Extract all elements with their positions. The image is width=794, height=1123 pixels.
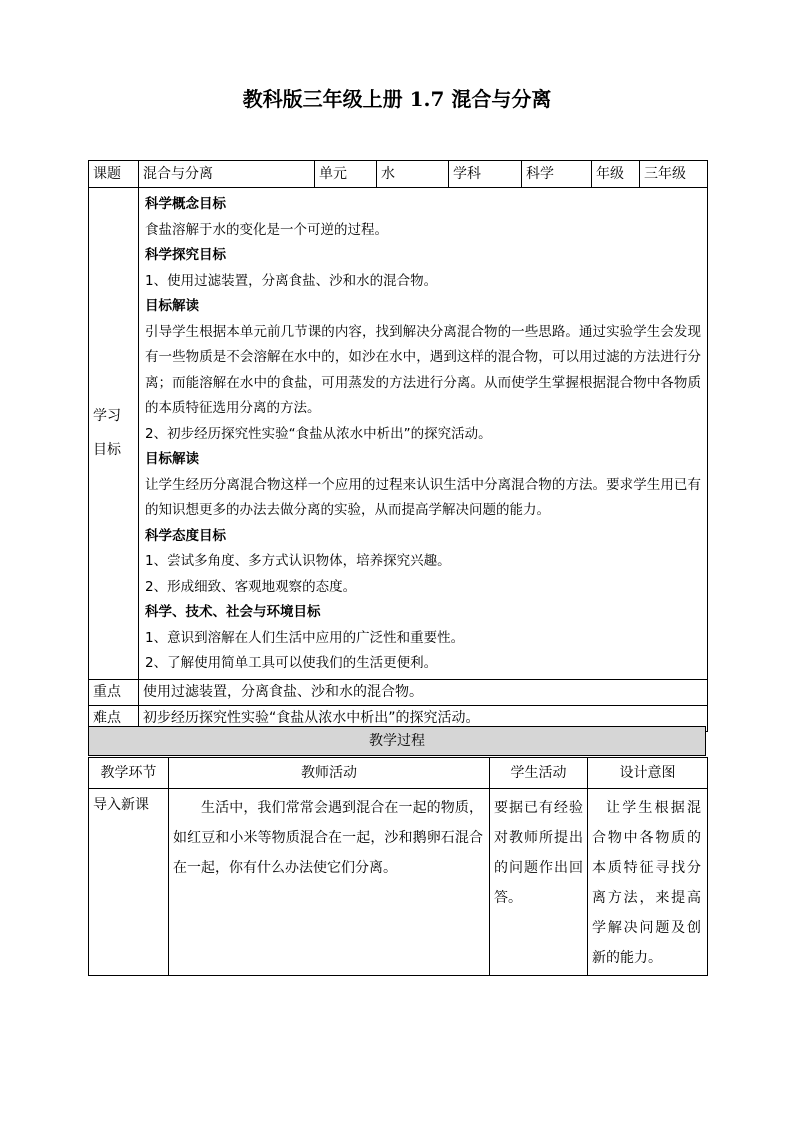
- lesson-info-row: [89, 161, 708, 188]
- goal-heading: 目标解读: [145, 451, 199, 467]
- grade-value: 三年级: [640, 161, 708, 188]
- goal-paragraph: 让学生经历分离混合物这样一个应用的过程来认识生活中分离混合物的方法。要求学生用已有的知识想更多的办法去做分离的实验，从而提高学解决问题的能力。: [145, 476, 701, 518]
- teaching-process-header: 教学过程: [88, 726, 706, 756]
- difficulty-label: 难点: [89, 705, 139, 731]
- grade-label: 年级: [592, 161, 640, 188]
- goal-text: 2、了解使用简单工具可以使我们的生活更便利。: [145, 655, 438, 671]
- teaching-process-table: [88, 757, 708, 976]
- key-point-label: 重点: [89, 679, 139, 705]
- topic-label: 课题: [89, 161, 139, 188]
- document-title: 教科版三年级上册 1.7 混合与分离: [242, 87, 552, 111]
- goal-text: 2、初步经历探究性实验“食盐从浓水中析出”的探究活动。: [145, 425, 492, 442]
- goal-heading: 科学探究目标: [145, 247, 226, 263]
- goal-text: 1、意识到溶解在人们生活中应用的广泛性和重要性。: [145, 629, 465, 646]
- key-point-value: 使用过滤装置，分离食盐、沙和水的混合物。: [139, 679, 708, 705]
- column-header: 设计意图: [588, 758, 708, 789]
- column-header: 教学环节: [89, 758, 169, 789]
- teacher-activity-cell: 生活中，我们常常会遇到混合在一起的物质，如红豆和小米等物质混合在一起，沙和鹅卵石混合在一起，你有什么办法使它们分离。: [169, 789, 490, 976]
- goal-text: 1、使用过滤装置，分离食盐、沙和水的混合物。: [145, 272, 438, 289]
- topic-value: 混合与分离: [139, 161, 315, 188]
- stage-cell: 导入新课: [89, 789, 169, 976]
- subject-label: 学科: [449, 161, 522, 188]
- table-row: [89, 789, 708, 976]
- design-intent-cell: 让学生根据混合物中各物质的本质特征寻找分离方法，来提高学解决问题及创新的能力。: [588, 789, 708, 976]
- goal-text: 食盐溶解于水的变化是一个可逆的过程。: [145, 221, 388, 238]
- learning-goals-row: [89, 188, 708, 680]
- unit-value: 水: [377, 161, 449, 188]
- goal-text: 1、尝试多角度、多方式认识物体，培养探究兴趣。: [145, 553, 451, 569]
- goal-heading: 目标解读: [145, 298, 199, 314]
- learning-goals-content: [139, 188, 708, 680]
- key-point-row: [89, 679, 708, 705]
- goal-heading: 科学概念目标: [145, 196, 226, 212]
- process-header-row: [89, 758, 708, 789]
- student-activity-cell: 要据已有经验对教师所提出的问题作出回答。: [490, 789, 588, 976]
- learning-goals-label: 学习 目标: [89, 188, 139, 680]
- goal-paragraph: 引导学生根据本单元前几节课的内容，找到解决分离混合物的一些思路。通过实验学生会发现有一些物质是不会溶解在水中的，如沙在水中，遇到这样的混合物，可以用过滤的方法进行分离；而能溶解在水中的食盐，可用蒸发的方法进行分离。从而使学生掌握根据混合物中各物质的本质特征选用分离的方法。: [145, 323, 701, 416]
- column-header: 教师活动: [169, 758, 490, 789]
- lesson-info-table: [88, 160, 708, 732]
- subject-value: 科学: [522, 161, 592, 188]
- difficulty-value: 初步经历探究性实验“食盐从浓水中析出”的探究活动。: [139, 705, 708, 731]
- goal-heading: 科学、技术、社会与环境目标: [145, 604, 321, 620]
- column-header: 学生活动: [490, 758, 588, 789]
- goal-text: 2、形成细致、客观地观察的态度。: [145, 578, 357, 595]
- goal-heading: 科学态度目标: [145, 527, 226, 544]
- unit-label: 单元: [315, 161, 377, 188]
